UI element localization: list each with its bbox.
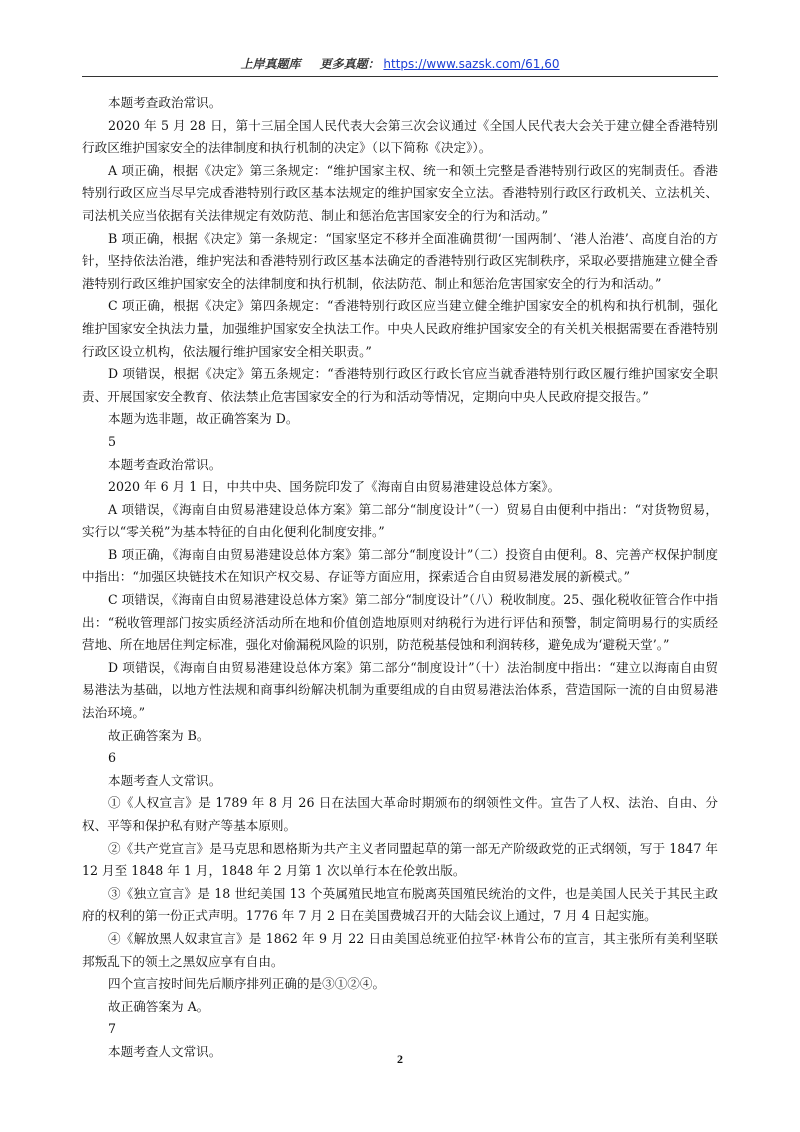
question-number: 7: [108, 1021, 117, 1037]
paragraph: A 项正确，根据《决定》第三条规定：“维护国家主权、统一和领土完整是香港特别行政区的宪制责任。香港特别行政区应当尽早完成香港特别行政区基本法规定的维护国家安全立法。香港特别行政区行政机关、立法机关、司法机关应当依据有关法律规定有效防范、制止和惩治危害国家安全的行为和活动。”: [82, 162, 718, 223]
paragraph: 本题考查人文常识。: [108, 772, 222, 788]
paragraph: 本题考查政治常识。: [108, 456, 222, 472]
paragraph: 本题考查政治常识。: [108, 95, 222, 110]
paragraph: 2020 年 5 月 28 日，第十三届全国人民代表大会第三次会议通过《全国人民代表大会关于建立健全香港特别行政区维护国家安全的法律制度和执行机制的决定》（以下简称《决定》）。: [82, 117, 718, 156]
paragraph: C 项错误，《海南自由贸易港建设总体方案》第二部分“制度设计”（八）税收制度。25、强化税收征管合作中指出：“税收管理部门按实质经济活动所在地和价值创造地原则对纳税行为进行评估和预警，制定简明易行的实质经营地、所在地居住判定标准，强化对偷漏税风险的识别，防范税基侵蚀和利润转移，避免成为‘避税天堂’。”: [82, 592, 718, 653]
paragraph: 本题为选非题，故正确答案为 D。: [108, 411, 299, 427]
document-body: [82, 92, 718, 1064]
header-brand: 上岸真题库: [240, 57, 301, 71]
question-number: 5: [108, 433, 117, 449]
paragraph: B 项正确，《海南自由贸易港建设总体方案》第二部分“制度设计”（二）投资自由便利。8、完善产权保护制度中指出：“加强区块链技术在知识产权交易、存证等方面应用，探索适合自由贸易港发展的新模式。”: [82, 546, 718, 585]
paragraph: ②《共产党宣言》是马克思和恩格斯为共产主义者同盟起草的第一部无产阶级政党的正式纲领，写于 1847 年 12 月至 1848 年 1 月，1848 年 2 月第 1 次以单行本在伦敦出版。: [82, 840, 718, 879]
header-label: 更多真题：: [319, 57, 380, 71]
paragraph: A 项错误，《海南自由贸易港建设总体方案》第二部分“制度设计”（一）贸易自由便利中指出：“对货物贸易，实行以“零关税”为基本特征的自由化便利化制度安排。”: [82, 501, 718, 540]
page-header: [0, 55, 800, 72]
paragraph: C 项正确，根据《决定》第四条规定：“香港特别行政区应当建立健全维护国家安全的机构和执行机制，强化维护国家安全执法力量，加强维护国家安全执法工作。中央人民政府维护国家安全的有关机关根据需要在香港特别行政区设立机构，依法履行维护国家安全相关职责。”: [82, 298, 718, 359]
paragraph: 故正确答案为 B。: [108, 727, 210, 743]
paragraph: ③《独立宣言》是 18 世纪美国 13 个英属殖民地宣布脱离英国殖民统治的文件，也是美国人民关于其民主政府的权利的第一份正式声明。1776 年 7 月 2 日在美国费城召开的大陆会议上通过，7 月 4 日起实施。: [82, 885, 718, 924]
question-number: 6: [108, 750, 117, 766]
paragraph: ④《解放黑人奴隶宣言》是 1862 年 9 月 22 日由美国总统亚伯拉罕·林肯公布的宣言，其主张所有美利坚联邦叛乱下的领土之黑奴应享有自由。: [82, 930, 718, 969]
paragraph: B 项正确，根据《决定》第一条规定：“国家坚定不移并全面准确贯彻‘一国两制’、‘港人治港’、高度自治的方针，坚持依法治港，维护宪法和香港特别行政区基本法确定的香港特别行政区宪制秩序，采取必要措施建立健全香港特别行政区维护国家安全的法律制度和执行机制，依法防范、制止和惩治危害国家安全的行为和活动。”: [82, 230, 718, 291]
paragraph: 2020 年 6 月 1 日，中共中央、国务院印发了《海南自由贸易港建设总体方案》。: [108, 479, 561, 495]
header-divider: [82, 76, 718, 77]
paragraph: D 项错误，根据《决定》第五条规定：“香港特别行政区行政长官应当就香港特别行政区履行维护国家安全职责、开展国家安全教育、依法禁止危害国家安全的行为和活动等情况，定期向中央人民政府提交报告。”: [82, 366, 718, 404]
paragraph: 本题考查人文常识。: [108, 1043, 222, 1059]
paragraph: 四个宣言按时间先后顺序排列正确的是③①②④。: [108, 976, 386, 992]
page-number: 2: [397, 1052, 403, 1066]
paragraph: D 项错误，《海南自由贸易港建设总体方案》第二部分“制度设计”（十）法治制度中指出：“建立以海南自由贸易港法为基础，以地方性法规和商事纠纷解决机制为重要组成的自由贸易港法治体系，营造国际一流的自由贸易港法治环境。”: [82, 659, 718, 721]
paragraph: ①《人权宣言》是 1789 年 8 月 26 日在法国大革命时期颁布的纲领性文件。宣告了人权、法治、自由、分权、平等和保护私有财产等基本原则。: [82, 795, 718, 833]
header-url-link[interactable]: https://www.sazsk.com/61,60: [383, 57, 560, 71]
paragraph: 故正确答案为 A。: [108, 998, 210, 1014]
